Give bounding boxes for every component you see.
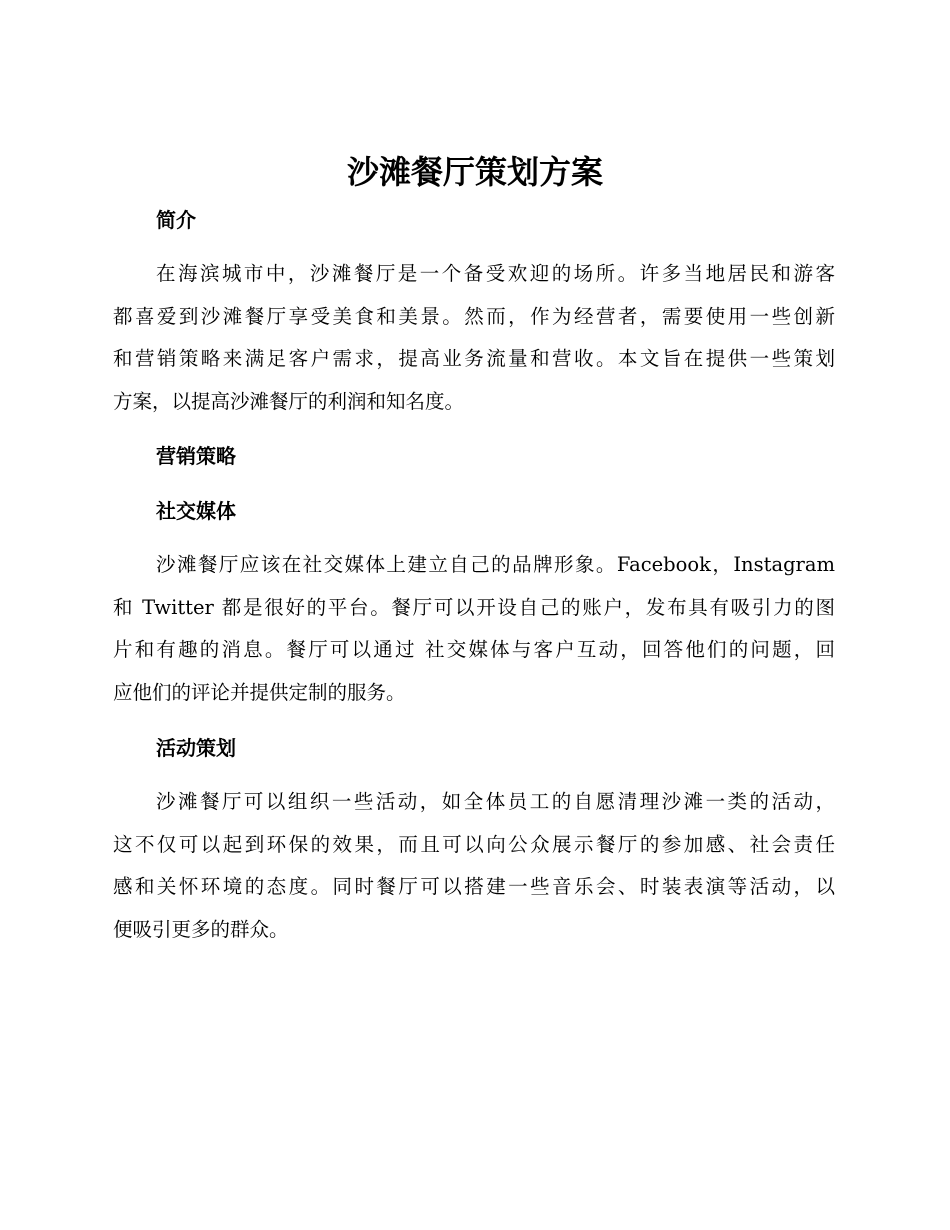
paragraph-line: 感和关怀环境的态度。同时餐厅可以搭建一些音乐会、时装表演等活动，以 — [113, 875, 835, 899]
paragraph-line: 沙滩餐厅应该在社交媒体上建立自己的品牌形象。Facebook，Instagram — [156, 553, 835, 576]
paragraph-intro — [113, 253, 835, 423]
section-heading-social-media: 社交媒体 — [156, 499, 236, 523]
paragraph-events — [113, 781, 835, 951]
section-heading-intro: 简介 — [156, 208, 196, 232]
paragraph-line: 方案，以提高沙滩餐厅的利润和知名度。 — [113, 389, 465, 413]
paragraph-line: 片和有趣的消息。餐厅可以通过 社交媒体与客户互动，回答他们的问题，回 — [113, 638, 835, 662]
paragraph-social-media — [113, 544, 835, 714]
paragraph-line: 在海滨城市中，沙滩餐厅是一个备受欢迎的场所。许多当地居民和游客 — [156, 262, 835, 285]
paragraph-line: 都喜爱到沙滩餐厅享受美食和美景。然而，作为经营者，需要使用一些创新 — [113, 304, 835, 328]
document-title: 沙滩餐厅策划方案 — [346, 153, 603, 191]
paragraph-line: 这不仅可以起到环保的效果，而且可以向公众展示餐厅的参加感、社会责任 — [113, 832, 835, 856]
section-heading-marketing: 营销策略 — [156, 444, 236, 468]
section-heading-events: 活动策划 — [156, 736, 236, 760]
paragraph-line: 和营销策略来满足客户需求，提高业务流量和营收。本文旨在提供一些策划 — [113, 347, 835, 371]
paragraph-line: 沙滩餐厅可以组织一些活动，如全体员工的自愿清理沙滩一类的活动， — [156, 790, 835, 813]
paragraph-line: 便吸引更多的群众。 — [113, 917, 289, 941]
paragraph-line: 应他们的评论并提供定制的服务。 — [113, 680, 406, 704]
paragraph-line: 和 Twitter 都是很好的平台。餐厅可以开设自己的账户，发布具有吸引力的图 — [113, 595, 835, 619]
